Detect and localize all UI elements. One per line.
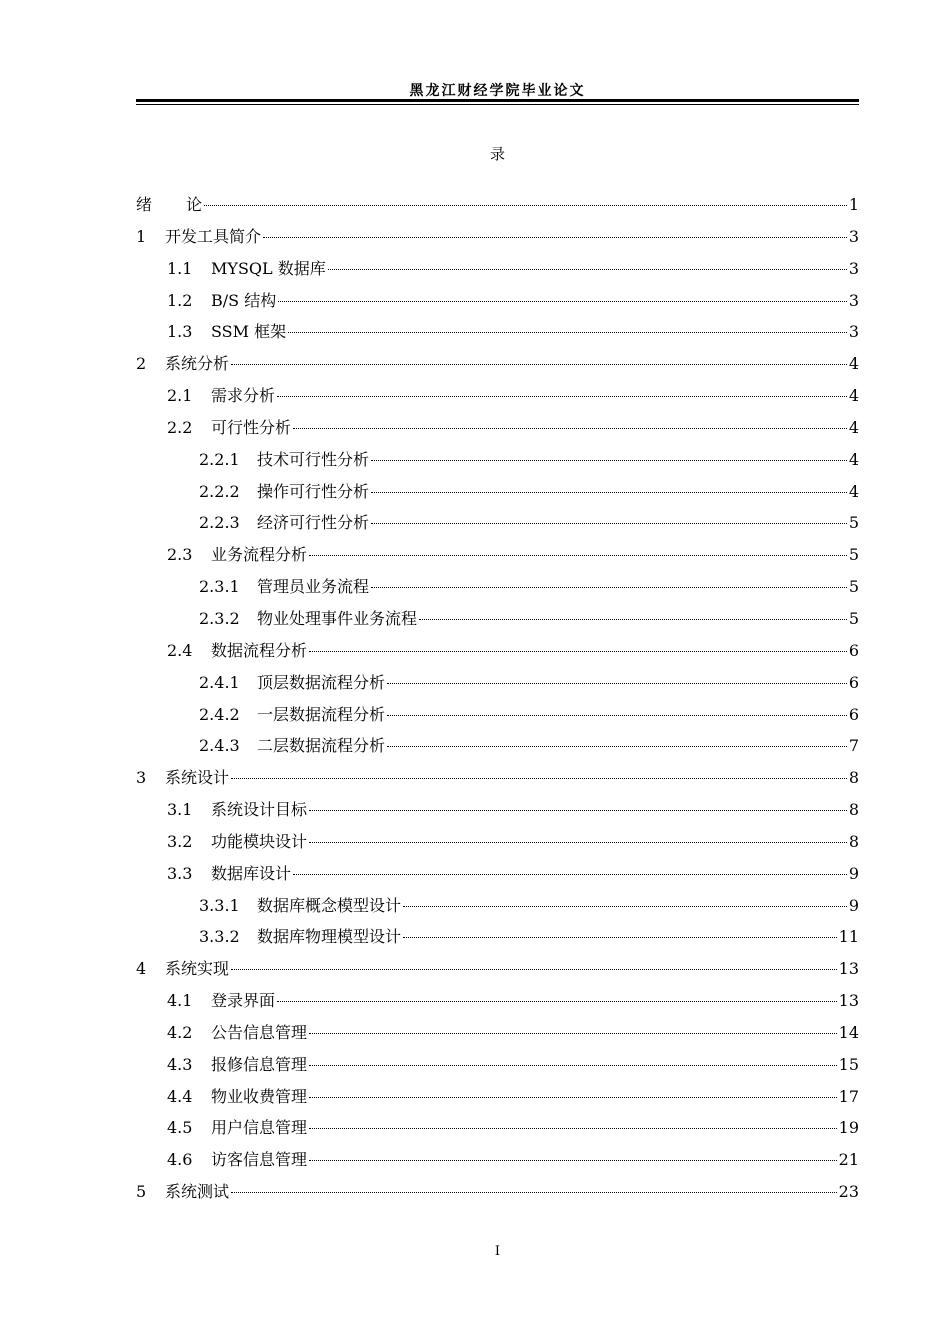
toc-title: 录	[489, 145, 505, 163]
toc-entry[interactable]	[136, 285, 859, 317]
toc-entry-title: 报修信息管理	[211, 1054, 308, 1074]
toc-entry-page: 5	[848, 608, 859, 628]
toc-entry-number: 4.1	[167, 991, 193, 1011]
toc-entry[interactable]	[136, 667, 859, 699]
toc-entry-page: 8	[848, 800, 859, 820]
toc-entry[interactable]	[136, 890, 859, 922]
toc-entry-page: 6	[848, 640, 859, 660]
toc-dot-leader	[387, 682, 847, 684]
toc-entry-title: 数据库概念模型设计	[257, 895, 402, 915]
toc-dot-leader	[278, 300, 847, 302]
toc-dot-leader	[387, 745, 847, 747]
toc-entry[interactable]	[136, 444, 859, 476]
toc-entry-page: 7	[848, 736, 859, 756]
toc-entry-title: 绪论	[136, 195, 237, 214]
toc-dot-leader	[231, 363, 847, 365]
toc-entry-number: 2.4.2	[199, 704, 240, 724]
toc-dot-leader	[231, 777, 847, 779]
toc-entry-page: 3	[848, 290, 859, 310]
toc-dot-leader	[277, 1000, 837, 1002]
toc-entry-number: 1.1	[167, 258, 193, 278]
toc-entry-page: 6	[848, 672, 859, 692]
toc-dot-leader	[309, 809, 847, 811]
toc-dot-leader	[419, 618, 847, 620]
toc-entry-title: MYSQL 数据库	[211, 258, 326, 278]
toc-entry-title: 物业处理事件业务流程	[257, 608, 418, 628]
toc-dot-leader	[263, 236, 847, 238]
toc-dot-leader	[371, 459, 847, 461]
toc-dot-leader	[277, 395, 847, 397]
toc-entry-number: 2	[136, 354, 147, 374]
toc-entry-title: 二层数据流程分析	[257, 736, 386, 756]
toc-entry[interactable]	[136, 412, 859, 444]
toc-entry-page: 4	[848, 417, 859, 437]
toc-entry-number: 2.4.3	[199, 736, 240, 756]
toc-dot-leader	[309, 1096, 837, 1098]
toc-entry-title: 操作可行性分析	[257, 481, 370, 501]
toc-entry[interactable]	[136, 762, 859, 794]
toc-entry-title: 经济可行性分析	[257, 513, 370, 533]
toc-entry-title: 访客信息管理	[211, 1150, 308, 1170]
toc-entry-title: 系统分析	[165, 354, 230, 374]
toc-dot-leader	[293, 873, 847, 875]
toc-entry-page: 17	[838, 1086, 859, 1106]
toc-entry-number: 4.6	[167, 1150, 193, 1170]
toc-dot-leader	[371, 586, 847, 588]
toc-entry-title: 物业收费管理	[211, 1086, 308, 1106]
toc-entry-title: 登录界面	[211, 991, 276, 1011]
table-of-contents	[136, 189, 859, 1208]
toc-entry-page: 13	[838, 959, 859, 979]
toc-dot-leader	[309, 1159, 837, 1161]
toc-entry[interactable]	[136, 730, 859, 762]
toc-entry-title: 开发工具简介	[165, 226, 262, 246]
toc-entry-number: 5	[136, 1182, 147, 1202]
toc-entry-page: 4	[848, 354, 859, 374]
toc-entry-page: 8	[848, 768, 859, 788]
toc-entry-number: 1	[136, 226, 147, 246]
toc-entry[interactable]	[136, 476, 859, 508]
toc-entry-page: 3	[848, 258, 859, 278]
toc-entry-number: 4.4	[167, 1086, 193, 1106]
toc-entry-title: 系统设计	[165, 768, 230, 788]
toc-entry[interactable]	[136, 953, 859, 985]
toc-entry-page: 21	[838, 1150, 859, 1170]
toc-entry-number: 2.3	[167, 545, 193, 565]
toc-entry[interactable]	[136, 1017, 859, 1049]
toc-entry-title: 可行性分析	[211, 417, 292, 437]
toc-entry[interactable]	[136, 380, 859, 412]
toc-entry-page: 9	[848, 863, 859, 883]
toc-entry[interactable]	[136, 921, 859, 953]
toc-dot-leader	[371, 522, 847, 524]
toc-entry-page: 19	[838, 1118, 859, 1138]
toc-entry-page: 5	[848, 545, 859, 565]
toc-entry-page: 15	[838, 1054, 859, 1074]
toc-entry[interactable]	[136, 826, 859, 858]
toc-entry[interactable]	[136, 1144, 859, 1176]
toc-dot-leader	[309, 554, 847, 556]
header-rule-thin	[136, 104, 859, 105]
toc-entry-page: 5	[848, 577, 859, 597]
toc-entry-number: 3.2	[167, 831, 193, 851]
toc-entry-title: 数据库设计	[211, 863, 292, 883]
toc-entry-number: 4.2	[167, 1022, 193, 1042]
toc-entry[interactable]	[136, 539, 859, 571]
toc-entry-title: B/S 结构	[211, 290, 277, 310]
toc-entry[interactable]	[136, 221, 859, 253]
toc-entry[interactable]	[136, 603, 859, 635]
page-number: I	[494, 1244, 501, 1259]
toc-entry-page: 8	[848, 831, 859, 851]
toc-entry[interactable]	[136, 1081, 859, 1113]
toc-entry-number: 2.4	[167, 640, 193, 660]
toc-entry-page: 5	[848, 513, 859, 533]
toc-dot-leader	[387, 714, 847, 716]
toc-entry-number: 4	[136, 959, 147, 979]
toc-entry-title: 功能模块设计	[211, 831, 308, 851]
toc-entry-number: 1.2	[167, 290, 193, 310]
toc-entry-number: 1.3	[167, 322, 193, 342]
toc-dot-leader	[231, 968, 837, 970]
toc-entry-page: 3	[848, 226, 859, 246]
toc-entry-page: 4	[848, 386, 859, 406]
toc-entry-number: 2.3.2	[199, 608, 240, 628]
toc-entry-page: 4	[848, 449, 859, 469]
toc-dot-leader	[309, 650, 847, 652]
toc-entry[interactable]	[136, 1049, 859, 1081]
toc-entry-page: 3	[848, 322, 859, 342]
toc-dot-leader	[309, 1127, 837, 1129]
toc-entry-title: 顶层数据流程分析	[257, 672, 386, 692]
toc-entry-number: 4.5	[167, 1118, 193, 1138]
toc-entry-page: 23	[838, 1182, 859, 1202]
toc-entry-page: 4	[848, 481, 859, 501]
toc-dot-leader	[403, 936, 837, 938]
toc-entry-number: 2.3.1	[199, 577, 240, 597]
toc-entry-title: 系统实现	[165, 959, 230, 979]
toc-entry[interactable]	[136, 699, 859, 731]
running-header: 黑龙江财经学院毕业论文	[409, 83, 586, 99]
toc-entry-title: SSM 框架	[211, 322, 287, 342]
toc-entry-page: 13	[838, 991, 859, 1011]
toc-entry[interactable]	[136, 253, 859, 285]
toc-entry[interactable]	[136, 635, 859, 667]
toc-entry-number: 2.2	[167, 417, 193, 437]
toc-entry-title: 系统测试	[165, 1182, 230, 1202]
toc-entry-number: 3.3	[167, 863, 193, 883]
toc-entry-title: 技术可行性分析	[257, 449, 370, 469]
toc-entry-number: 3.3.1	[199, 895, 240, 915]
toc-entry[interactable]	[136, 316, 859, 348]
toc-entry-title: 数据库物理模型设计	[257, 927, 402, 947]
toc-entry-page: 6	[848, 704, 859, 724]
toc-entry-title: 公告信息管理	[211, 1022, 308, 1042]
toc-entry-number: 3.3.2	[199, 927, 240, 947]
toc-dot-leader	[288, 331, 847, 333]
toc-entry-page: 11	[838, 927, 859, 947]
toc-dot-leader	[309, 841, 847, 843]
toc-entry-title: 需求分析	[211, 386, 276, 406]
toc-dot-leader	[309, 1032, 837, 1034]
toc-dot-leader	[204, 204, 847, 206]
toc-dot-leader	[293, 427, 847, 429]
toc-entry-title: 业务流程分析	[211, 545, 308, 565]
toc-entry[interactable]	[136, 985, 859, 1017]
toc-dot-leader	[371, 491, 847, 493]
toc-entry-title: 系统设计目标	[211, 800, 308, 820]
toc-entry[interactable]	[136, 507, 859, 539]
toc-entry-title: 数据流程分析	[211, 640, 308, 660]
toc-entry-page: 9	[848, 895, 859, 915]
toc-entry-number: 2.1	[167, 386, 193, 406]
toc-entry-title: 用户信息管理	[211, 1118, 308, 1138]
toc-entry[interactable]	[136, 794, 859, 826]
toc-dot-leader	[231, 1191, 837, 1193]
toc-entry[interactable]	[136, 348, 859, 380]
toc-entry[interactable]	[136, 571, 859, 603]
toc-entry-page: 14	[838, 1022, 859, 1042]
toc-entry[interactable]	[136, 1176, 859, 1208]
toc-entry-number: 3	[136, 768, 147, 788]
toc-entry-number: 2.2.1	[199, 449, 240, 469]
toc-entry-number: 2.2.3	[199, 513, 240, 533]
toc-entry[interactable]	[136, 858, 859, 890]
toc-dot-leader	[403, 905, 847, 907]
toc-entry-page: 1	[848, 195, 859, 214]
header-rule-thick	[136, 99, 859, 102]
toc-entry-number: 2.2.2	[199, 481, 240, 501]
toc-entry[interactable]	[136, 189, 859, 221]
toc-dot-leader	[309, 1064, 837, 1066]
toc-entry-number: 2.4.1	[199, 672, 240, 692]
toc-entry-number: 3.1	[167, 800, 193, 820]
toc-entry-title: 管理员业务流程	[257, 577, 370, 597]
toc-dot-leader	[328, 268, 847, 270]
toc-entry[interactable]	[136, 1112, 859, 1144]
toc-entry-title: 一层数据流程分析	[257, 704, 386, 724]
toc-entry-number: 4.3	[167, 1054, 193, 1074]
